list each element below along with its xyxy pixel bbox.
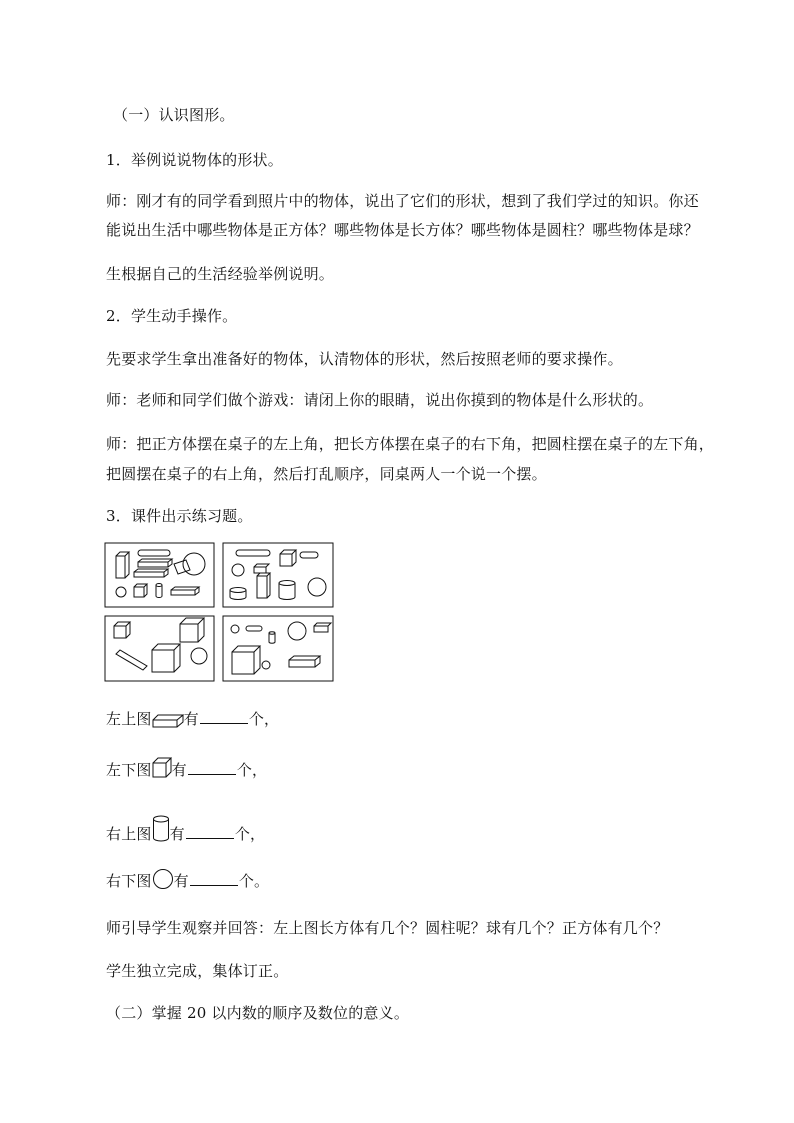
cube-icon [152,757,172,779]
fill-in-item [106,757,267,780]
panel-bottom-left [105,616,214,681]
fill-in-item [106,709,279,729]
fill-in-item [106,815,265,844]
section-heading: （二）掌握 20 以内数的顺序及数位的意义。 [106,1004,410,1022]
fill-prefix: 右下图 [106,872,152,890]
fill-suffix: 个， [248,710,280,728]
paragraph-line: 师：刚才有的同学看到照片中的物体，说出了它们的形状，想到了我们学过的知识。你还 [106,192,699,210]
fill-mid: 有 [169,825,185,843]
item-heading: 1．举例说说物体的形状。 [106,151,283,169]
answer-blank[interactable] [200,709,248,724]
paragraph-line: 师：把正方体摆在桌子的左上角，把长方体摆在桌子的右下角，把圆柱摆在桌子的左下角， [106,435,715,453]
fill-suffix: 个， [236,761,268,779]
paragraph: 生根据自己的生活经验举例说明。 [106,265,335,283]
panel-top-right [223,543,333,607]
paragraph-line: 把圆摆在桌子的右上角，然后打乱顺序，同桌两人一个说一个摆。 [106,465,547,483]
fill-prefix: 左下图 [106,761,152,779]
paragraph: 师引导学生观察并回答：左上图长方体有几个？圆柱呢？球有几个？正方体有几个？ [106,919,669,937]
section-heading: （一）认识图形。 [113,106,235,124]
fill-suffix: 个。 [238,872,270,890]
shapes-exercise-figure [104,542,334,682]
panel-bottom-right [223,616,333,681]
fill-in-item [106,868,269,891]
answer-blank[interactable] [188,760,236,775]
paragraph: 学生独立完成，集体订正。 [106,962,289,980]
cylinder-icon [152,815,170,843]
fill-mid: 有 [183,710,199,728]
fill-prefix: 左上图 [106,710,152,728]
answer-blank[interactable] [190,871,238,886]
item-heading: 2．学生动手操作。 [106,307,238,325]
paragraph-line: 能说出生活中哪些物体是正方体？哪些物体是长方体？哪些物体是圆柱？哪些物体是球？ [106,221,699,239]
fill-suffix: 个， [234,825,266,843]
paragraph: 师：老师和同学们做个游戏：请闭上你的眼睛，说出你摸到的物体是什么形状的。 [106,391,654,409]
fill-mid: 有 [173,872,189,890]
fill-prefix: 右上图 [106,825,152,843]
sphere-icon [152,868,174,890]
paragraph: 先要求学生拿出准备好的物体，认清物体的形状，然后按照老师的要求操作。 [106,350,623,368]
cuboid-icon [152,714,184,728]
answer-blank[interactable] [186,824,234,839]
item-heading: 3．课件出示练习题。 [106,507,253,525]
panel-top-left [105,543,214,607]
fill-mid: 有 [171,761,187,779]
